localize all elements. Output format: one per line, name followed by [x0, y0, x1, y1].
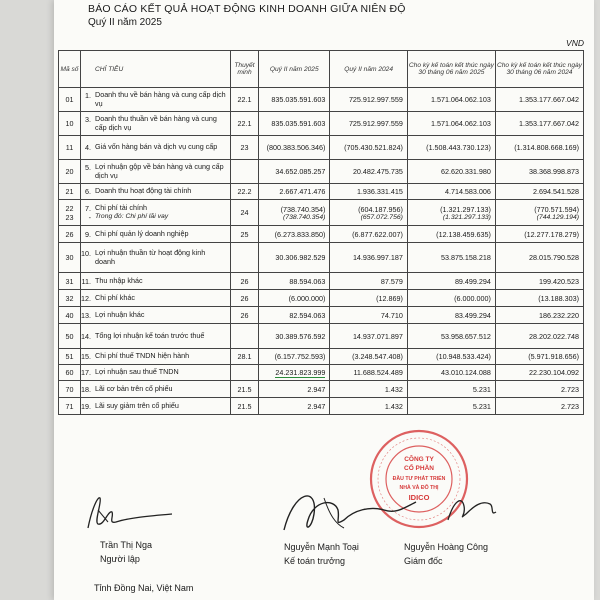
row-note	[230, 136, 258, 160]
item-label: Lợi nhuận gộp về bán hàng và cung cấp dịch vụ	[95, 162, 224, 180]
table-row	[59, 88, 584, 112]
row-name	[81, 290, 231, 307]
value-text: (657.072.756)	[360, 213, 403, 221]
value-text: 88.594.063	[289, 276, 326, 286]
value-text: (705.430.521.824)	[344, 143, 403, 152]
row-name	[81, 365, 231, 381]
value-q2-2024	[330, 365, 408, 381]
value-q2-2024	[330, 349, 408, 365]
item-label: Doanh thu về bán hàng và cung cấp dịch vụ	[95, 90, 226, 108]
value-ytd-2024	[495, 381, 583, 398]
stamp-line-5: IDICO	[408, 493, 430, 502]
item-index: 18.	[81, 384, 91, 394]
item-index: 19.	[81, 401, 91, 411]
item-index: 9.	[85, 229, 91, 239]
value-text: (1.508.443.730.123)	[426, 143, 491, 152]
value-q2-2024	[330, 381, 408, 398]
value-q2-2025	[259, 88, 330, 112]
stamp-line-1: CÔNG TY	[404, 456, 434, 463]
row-code	[59, 88, 81, 112]
value-text: (744.129.194)	[536, 213, 579, 221]
header-ytd-2024: Cho kỳ kế toán kết thúc ngày 30 tháng 06 năm 2024	[495, 51, 583, 88]
value-ytd-2024	[495, 112, 583, 136]
code-text: 30	[65, 253, 74, 262]
value-ytd-2025	[407, 160, 495, 184]
row-name	[81, 243, 231, 273]
header-q2-2025: Quý II năm 2025	[259, 51, 330, 88]
table-row	[59, 381, 584, 398]
row-note	[230, 273, 258, 290]
code-text: 11	[65, 143, 74, 152]
table-row	[59, 184, 584, 200]
code-text: 20	[65, 167, 74, 176]
value-ytd-2025	[407, 381, 495, 398]
director-name: Nguyễn Hoàng Công	[404, 542, 489, 552]
value-q2-2025	[259, 381, 330, 398]
value-text: (1.314.808.668.169)	[514, 143, 579, 152]
value-ytd-2025	[407, 398, 495, 415]
row-name	[81, 184, 231, 200]
value-ytd-2024	[495, 88, 583, 112]
value-text: 1.353.177.667.042	[519, 119, 579, 128]
item-label: Chi phí thuế TNDN hiện hành	[95, 351, 190, 360]
table-row	[59, 290, 584, 307]
table-header-row	[59, 51, 584, 88]
row-code	[59, 349, 81, 365]
row-code	[59, 184, 81, 200]
row-name	[81, 324, 231, 349]
value-text: 28.202.022.748	[529, 331, 579, 341]
header-note: Thuyết minh	[230, 51, 258, 88]
row-note	[230, 324, 258, 349]
value-ytd-2024	[495, 226, 583, 243]
value-q2-2024	[330, 88, 408, 112]
value-ytd-2025	[407, 136, 495, 160]
signature-chief-accountant	[274, 480, 424, 540]
value-text: 83.499.294	[454, 310, 491, 320]
value-q2-2025	[259, 112, 330, 136]
item-label: Chi phí quản lý doanh nghiệp	[95, 228, 189, 238]
item-label: Giá vốn hàng bán và dịch vụ cung cấp	[95, 142, 218, 151]
value-q2-2024	[330, 112, 408, 136]
item-label: Lãi suy giảm trên cổ phiếu	[95, 400, 179, 410]
value-ytd-2024	[495, 273, 583, 290]
row-name: 7. Chi phí tài chính - Trong đó: Chi phí lãi vay	[81, 200, 231, 226]
value-text: (12.277.178.279)	[524, 229, 579, 239]
value-text: 38.368.998.873	[529, 167, 579, 176]
value-text: 2.694.541.528	[533, 187, 579, 196]
value-ytd-2024	[495, 243, 583, 273]
row-code	[59, 324, 81, 349]
report-title: BÁO CÁO KẾT QUẢ HOẠT ĐỘNG KINH DOANH GIỮA NIÊN ĐỘ	[88, 3, 406, 15]
note-text: 26	[240, 276, 249, 286]
value-q2-2025	[259, 200, 330, 226]
value-q2-2025	[259, 273, 330, 290]
value-q2-2024	[330, 184, 408, 200]
value-q2-2025	[259, 365, 330, 381]
value-q2-2024	[330, 273, 408, 290]
signature-preparer	[68, 488, 178, 534]
table-row	[59, 200, 584, 226]
value-q2-2025	[259, 160, 330, 184]
value-q2-2024	[330, 136, 408, 160]
chief-accountant-role: Kế toán trưởng	[284, 556, 345, 566]
item-index: 1.	[85, 91, 91, 100]
value-ytd-2025	[407, 365, 495, 381]
value-ytd-2024	[495, 324, 583, 349]
value-text: (12.869)	[376, 293, 403, 303]
value-text: 725.912.997.559	[348, 95, 403, 104]
row-code	[59, 398, 81, 415]
value-text: 82.594.063	[289, 310, 326, 320]
note-text: 26	[240, 293, 249, 303]
row-name	[81, 160, 231, 184]
value-text: 74.710	[380, 310, 403, 320]
table-row	[59, 273, 584, 290]
row-code	[59, 226, 81, 243]
value-ytd-2025	[407, 184, 495, 200]
note-text: 22.1	[237, 95, 252, 104]
value-q2-2025	[259, 136, 330, 160]
table-row	[59, 324, 584, 349]
note-text: 23	[240, 143, 249, 152]
code-text: 50	[65, 331, 74, 341]
item-label: Lợi nhuận khác	[95, 309, 145, 319]
value-ytd-2025	[407, 112, 495, 136]
item-index: 11.	[81, 276, 91, 286]
row-code	[59, 307, 81, 324]
preparer-role: Người lập	[100, 554, 140, 564]
value-text: 34.652.085.257	[275, 167, 326, 176]
item-label: Doanh thu thuần về bán hàng và cung cấp dịch vụ	[95, 114, 217, 132]
value-text: (6.000.000)	[288, 293, 326, 303]
item-index: 7.	[85, 203, 91, 213]
note-text: 25	[240, 229, 249, 239]
value-q2-2025	[259, 290, 330, 307]
row-note	[230, 307, 258, 324]
value-ytd-2024	[495, 290, 583, 307]
value-ytd-2025	[407, 307, 495, 324]
value-text: 14.937.071.897	[352, 331, 403, 341]
table-row	[59, 160, 584, 184]
row-name	[81, 398, 231, 415]
value-ytd-2025	[407, 324, 495, 349]
place-of-issue: Tỉnh Đồng Nai, Việt Nam	[94, 583, 194, 593]
value-ytd-2024	[495, 307, 583, 324]
preparer-name: Trần Thị Nga	[100, 540, 153, 550]
row-code	[59, 112, 81, 136]
value-text: 30.306.982.529	[275, 253, 326, 262]
value-text: 89.499.294	[454, 276, 491, 286]
row-code	[59, 160, 81, 184]
item-label: Chi phí khác	[95, 292, 135, 302]
stamp-line-4: NHÀ VÀ ĐÔ THỊ	[399, 485, 439, 491]
row-note	[230, 88, 258, 112]
code-text: 10	[65, 119, 74, 128]
code-text: 71	[65, 401, 74, 411]
header-q2-2024: Quý II năm 2024	[330, 51, 408, 88]
stamp-line-2: CỔ PHẦN	[404, 465, 434, 472]
note-text: 24	[240, 208, 249, 217]
value-q2-2024	[330, 307, 408, 324]
item-label: Chi phí tài chính	[95, 202, 147, 212]
value-text: 11.688.524.489	[353, 368, 403, 377]
value-text: 186.232.220	[539, 310, 579, 320]
note-text: 21.5	[237, 401, 252, 411]
value-ytd-2024	[495, 398, 583, 415]
table-row	[59, 398, 584, 415]
report-period: Quý II năm 2025	[88, 17, 162, 28]
row-note	[230, 365, 258, 381]
value-ytd-2025	[407, 349, 495, 365]
row-name	[81, 307, 231, 324]
stamp-line-3: ĐẦU TƯ PHÁT TRIỂN	[392, 476, 446, 482]
value-text: 2.667.471.476	[279, 187, 326, 196]
value-text: 14.936.997.187	[352, 253, 403, 262]
table-row	[59, 226, 584, 243]
value-text: 22.230.104.092	[529, 368, 579, 377]
value-text: (800.383.506.346)	[266, 143, 326, 152]
item-index: 3.	[85, 115, 91, 124]
value-text: 2.723	[561, 384, 579, 394]
value-text: 835.035.591.603	[271, 119, 326, 128]
row-note	[230, 200, 258, 226]
value-q2-2024	[330, 226, 408, 243]
value-text: (5.971.918.656)	[528, 352, 579, 361]
value-text: 5.231	[472, 384, 491, 394]
value-text: 1.432	[384, 384, 403, 394]
row-note	[230, 112, 258, 136]
row-name	[81, 112, 231, 136]
chief-accountant-name: Nguyễn Mạnh Toại	[284, 542, 359, 552]
header-ytd-2025: Cho kỳ kế toán kết thúc ngày 30 tháng 06 năm 2025	[407, 51, 495, 88]
value-text: 725.912.997.559	[348, 119, 403, 128]
value-q2-2024	[330, 324, 408, 349]
value-text: 2.723	[561, 401, 579, 411]
value-text: 1.571.064.062.103	[430, 95, 491, 104]
value-ytd-2024	[495, 160, 583, 184]
row-name	[81, 88, 231, 112]
note-text: 22.1	[237, 119, 252, 128]
value-text: 1.353.177.667.042	[519, 95, 579, 104]
currency-unit: VND	[566, 38, 584, 48]
value-text: (6.157.752.593)	[274, 352, 326, 361]
value-ytd-2025	[407, 273, 495, 290]
item-index: 12.	[81, 293, 91, 303]
value-text: (10.948.533.424)	[436, 352, 491, 361]
row-note	[230, 243, 258, 273]
row-code	[59, 365, 81, 381]
value-text: 1.936.331.415	[356, 187, 403, 196]
item-label: Lợi nhuận thuần từ hoạt động kinh doanh	[95, 248, 206, 266]
value-text: 20.482.475.735	[352, 167, 403, 176]
row-name	[81, 349, 231, 365]
row-name	[81, 381, 231, 398]
value-text: (1.321.297.133)	[440, 204, 491, 214]
code-text: 60	[65, 368, 74, 377]
signature-director	[442, 490, 502, 526]
row-code	[59, 200, 81, 226]
note-text: 26	[240, 310, 249, 320]
value-ytd-2025	[407, 290, 495, 307]
code-text: 26	[65, 229, 74, 239]
row-code	[59, 290, 81, 307]
value-text: 835.035.591.603	[271, 95, 326, 104]
value-text: (6.273.833.850)	[274, 229, 326, 239]
value-q2-2025	[259, 349, 330, 365]
row-note	[230, 381, 258, 398]
note-text: 22.2	[237, 187, 252, 196]
header-name: CHỈ TIÊU	[81, 51, 231, 88]
code-text: 70	[65, 384, 74, 394]
code-text: 23	[65, 212, 74, 222]
value-text: 53.958.657.512	[440, 331, 491, 341]
value-ytd-2025	[407, 88, 495, 112]
value-text: (12.138.459.635)	[436, 229, 491, 239]
value-text: 199.420.523	[539, 276, 579, 286]
item-index: 10.	[81, 249, 91, 258]
row-note	[230, 349, 258, 365]
director-role: Giám đốc	[404, 556, 443, 566]
value-text: 30.389.576.592	[275, 331, 326, 341]
value-q2-2025	[259, 226, 330, 243]
value-q2-2024	[330, 290, 408, 307]
report-page	[54, 0, 594, 600]
row-note	[230, 290, 258, 307]
value-q2-2025	[259, 184, 330, 200]
value-ytd-2024	[495, 365, 583, 381]
code-text: 51	[65, 352, 74, 361]
item-sublabel: Trong đó: Chi phí lãi vay	[95, 212, 169, 220]
value-ytd-2024	[495, 349, 583, 365]
note-text: 28.1	[237, 352, 252, 361]
value-text: (604.187.956)	[358, 204, 403, 214]
value-q2-2024	[330, 398, 408, 415]
header-code: Mã số	[59, 51, 81, 88]
value-text: 24.231.823.999	[275, 368, 326, 377]
row-name	[81, 226, 231, 243]
code-text: 22	[65, 203, 74, 213]
row-code	[59, 136, 81, 160]
value-ytd-2025	[407, 243, 495, 273]
income-statement-table	[58, 50, 584, 415]
value-text: 2.947	[307, 401, 326, 411]
value-text: 87.579	[380, 276, 403, 286]
item-index: 15.	[81, 352, 91, 361]
table-row	[59, 365, 584, 381]
row-code	[59, 381, 81, 398]
code-text: 32	[65, 293, 74, 303]
value-text: 2.947	[307, 384, 326, 394]
table-row	[59, 112, 584, 136]
value-q2-2025	[259, 398, 330, 415]
row-note	[230, 398, 258, 415]
value-text: 5.231	[472, 401, 491, 411]
code-text: 40	[65, 310, 74, 320]
item-index: 13.	[81, 310, 91, 320]
value-text: 28.015.790.528	[529, 253, 579, 262]
value-text: (6.877.622.007)	[352, 229, 403, 239]
value-text: (738.740.354)	[283, 213, 326, 221]
value-q2-2025	[259, 243, 330, 273]
item-index: 14.	[81, 331, 91, 341]
signature-area	[54, 420, 594, 600]
value-ytd-2025	[407, 226, 495, 243]
value-text: 1.571.064.062.103	[430, 119, 491, 128]
value-text: 4.714.583.006	[444, 187, 491, 196]
item-label: Tổng lợi nhuận kế toán trước thuế	[95, 330, 205, 340]
value-ytd-2024	[495, 200, 583, 226]
value-text: 62.620.331.980	[440, 167, 491, 176]
value-text: 43.010.124.088	[440, 368, 491, 377]
value-q2-2025	[259, 324, 330, 349]
row-note	[230, 184, 258, 200]
table-body	[59, 88, 584, 415]
row-code	[59, 273, 81, 290]
item-label: Doanh thu hoạt động tài chính	[95, 186, 192, 195]
value-text: (13.188.303)	[538, 293, 579, 303]
value-q2-2024	[330, 200, 408, 226]
value-text: (738.740.354)	[280, 204, 326, 214]
row-note	[230, 160, 258, 184]
table-row	[59, 243, 584, 273]
value-text: 53.875.158.218	[440, 253, 491, 262]
item-label: Lợi nhuận sau thuế TNDN	[95, 367, 179, 376]
value-ytd-2025	[407, 200, 495, 226]
row-name	[81, 273, 231, 290]
row-code	[59, 243, 81, 273]
table-row	[59, 349, 584, 365]
value-ytd-2024	[495, 136, 583, 160]
value-q2-2025	[259, 307, 330, 324]
item-index: 5.	[85, 163, 91, 172]
value-text: (1.321.297.133)	[442, 213, 491, 221]
note-text: 21.5	[237, 384, 252, 394]
code-text: 01	[65, 95, 74, 104]
value-text: (3.248.547.408)	[352, 352, 403, 361]
table-row	[59, 136, 584, 160]
table-row	[59, 307, 584, 324]
code-text: 21	[65, 187, 74, 196]
value-q2-2024	[330, 160, 408, 184]
row-name	[81, 136, 231, 160]
item-index: 6.	[85, 187, 91, 196]
value-text: (6.000.000)	[454, 293, 491, 303]
item-label: Lãi cơ bản trên cổ phiếu	[95, 383, 173, 393]
code-text: 31	[65, 276, 74, 286]
item-index: 17.	[81, 368, 91, 377]
item-index: 4.	[85, 143, 91, 152]
item-label: Thu nhập khác	[95, 275, 143, 285]
row-note	[230, 226, 258, 243]
value-text: (770.571.594)	[534, 204, 579, 214]
value-text: 1.432	[384, 401, 403, 411]
value-q2-2024	[330, 243, 408, 273]
value-ytd-2024	[495, 184, 583, 200]
